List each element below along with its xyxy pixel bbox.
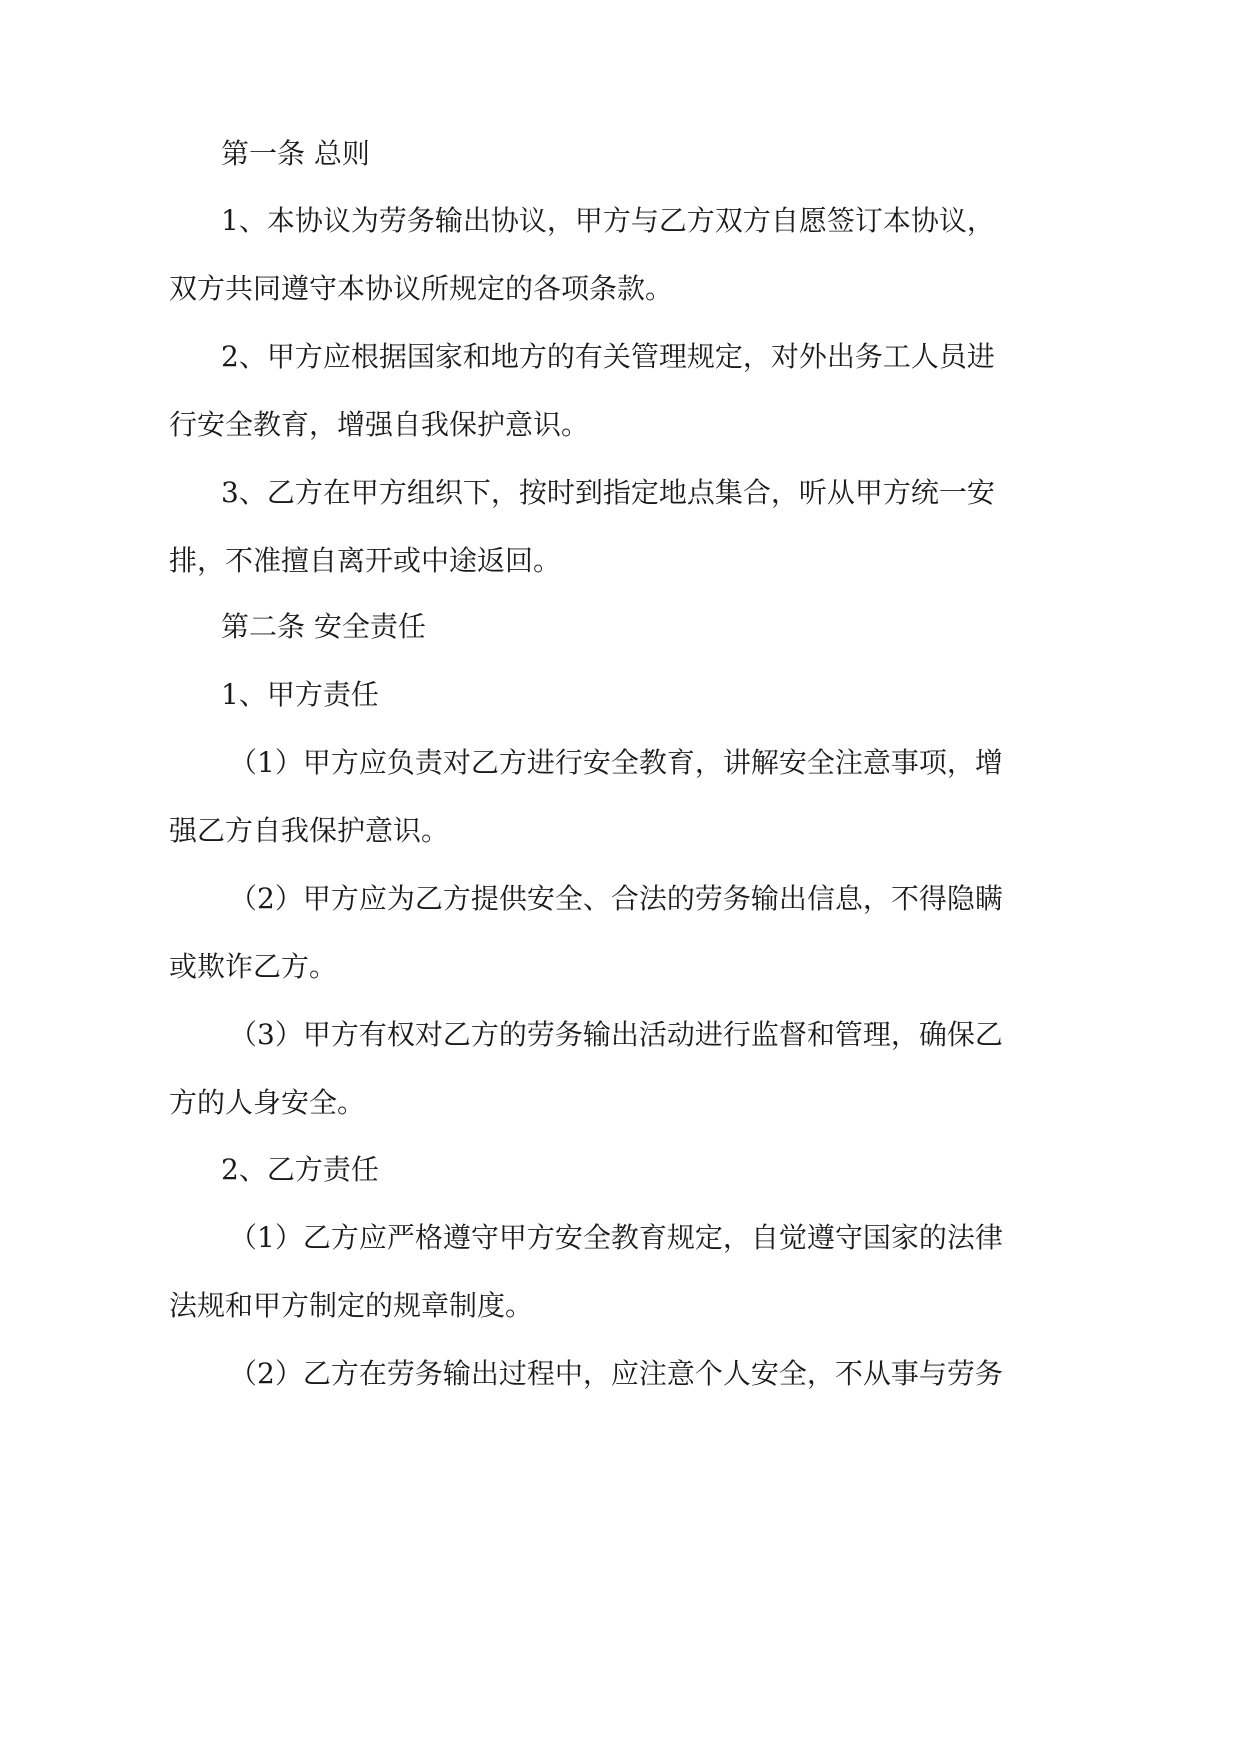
article-2-heading: 第二条 安全责任 (221, 610, 426, 643)
article-1-heading: 第一条 总则 (221, 137, 370, 170)
party-a-item-2-line-2: 或欺诈乙方。 (169, 950, 338, 983)
article-1-clause-3-line-1: 3、乙方在甲方组织下，按时到指定地点集合，听从甲方统一安 (221, 476, 995, 509)
party-a-item-3-line-2: 方的人身安全。 (169, 1086, 366, 1119)
party-b-item-1-line-1: （1）乙方应严格遵守甲方安全教育规定，自觉遵守国家的法律 (229, 1221, 1003, 1254)
party-b-item-2-line-1: （2）乙方在劳务输出过程中，应注意个人安全，不从事与劳务 (229, 1357, 1003, 1390)
party-b-responsibility-heading: 2、乙方责任 (221, 1153, 379, 1186)
party-a-item-1-line-2: 强乙方自我保护意识。 (169, 814, 450, 847)
party-a-item-3-line-1: （3）甲方有权对乙方的劳务输出活动进行监督和管理，确保乙 (229, 1018, 1003, 1051)
article-1-clause-2-line-1: 2、甲方应根据国家和地方的有关管理规定，对外出务工人员进 (221, 340, 995, 373)
party-b-item-1-line-2: 法规和甲方制定的规章制度。 (169, 1289, 534, 1322)
article-1-clause-1-line-1: 1、本协议为劳务输出协议，甲方与乙方双方自愿签订本协议， (221, 204, 995, 237)
party-a-item-2-line-1: （2）甲方应为乙方提供安全、合法的劳务输出信息，不得隐瞒 (229, 882, 1003, 915)
article-1-clause-1-line-2: 双方共同遵守本协议所规定的各项条款。 (169, 272, 674, 305)
article-1-clause-2-line-2: 行安全教育，增强自我保护意识。 (169, 408, 590, 441)
article-1-clause-3-line-2: 排，不准擅自离开或中途返回。 (169, 544, 562, 577)
party-a-item-1-line-1: （1）甲方应负责对乙方进行安全教育，讲解安全注意事项，增 (229, 746, 1003, 779)
party-a-responsibility-heading: 1、甲方责任 (221, 678, 379, 711)
